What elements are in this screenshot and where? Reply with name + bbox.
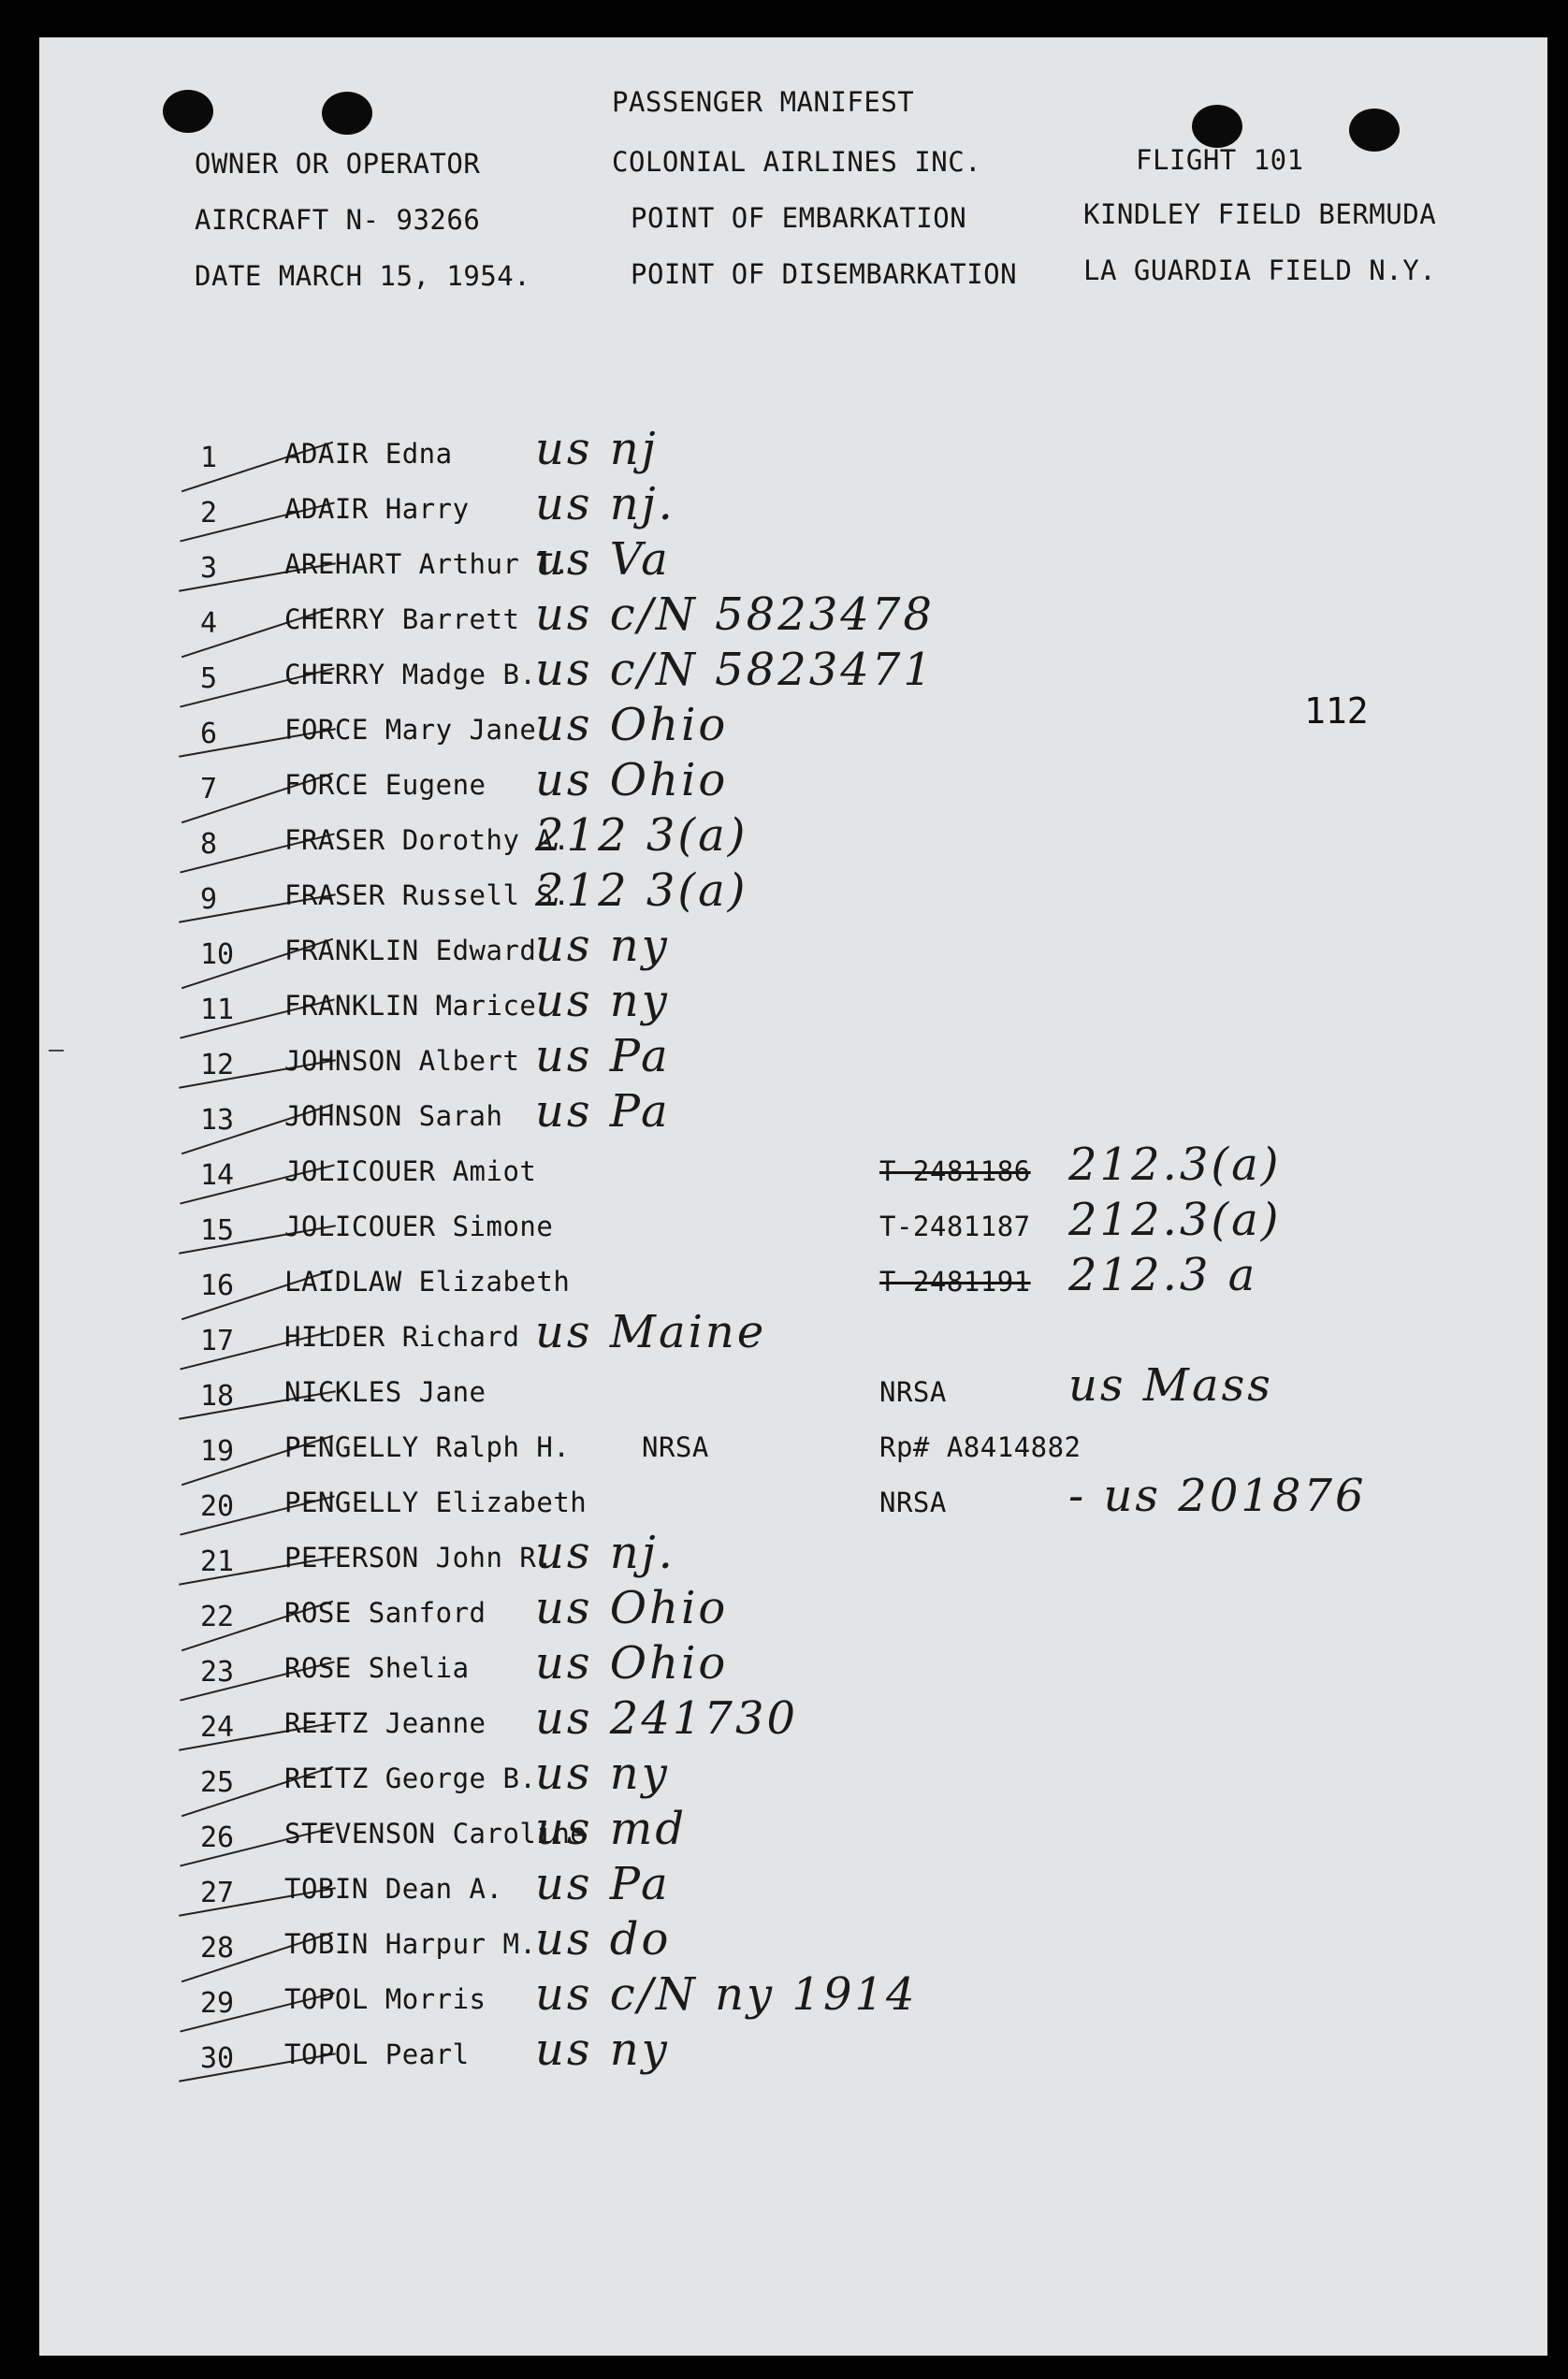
- row-number: 16: [200, 1269, 235, 1302]
- row-number: 25: [200, 1766, 235, 1799]
- passenger-name: TOBIN Harpur M.: [284, 1928, 537, 1960]
- handwritten-note: us c/N 5823471: [535, 644, 935, 696]
- passenger-name: ROSE Sanford: [284, 1597, 486, 1629]
- row-number: 10: [200, 938, 235, 971]
- handwritten-note: us c/N 5823478: [535, 588, 935, 641]
- passenger-name: REITZ Jeanne: [284, 1707, 486, 1739]
- passenger-name: PETERSON John R.: [284, 1542, 554, 1574]
- row-number: 21: [200, 1545, 235, 1578]
- handwritten-note: us Pa: [535, 1085, 671, 1138]
- passenger-name: ADAIR Edna: [284, 438, 453, 470]
- punch-hole: [322, 92, 372, 135]
- row-number: 26: [200, 1821, 235, 1854]
- handwritten-note: 212 3(a): [535, 809, 748, 862]
- passenger-name: TOPOL Morris: [284, 1983, 486, 2015]
- punch-hole: [1349, 109, 1400, 152]
- row-number: 5: [200, 662, 218, 695]
- passenger-name: JOHNSON Sarah: [284, 1100, 503, 1132]
- passenger-name: JOLICOUER Amiot: [284, 1155, 537, 1187]
- handwritten-note: 212.3(a): [1068, 1139, 1282, 1191]
- passenger-name: PENGELLY Ralph H.: [284, 1431, 571, 1463]
- handwritten-note: us nj: [535, 423, 659, 475]
- disembarkation-place: LA GUARDIA FIELD N.Y.: [1083, 254, 1437, 286]
- passenger-name: AREHART Arthur T.: [284, 548, 571, 580]
- row-number: 18: [200, 1380, 235, 1413]
- row-number: 17: [200, 1325, 235, 1357]
- passenger-name: JOLICOUER Simone: [284, 1211, 554, 1242]
- row-number: 3: [200, 552, 218, 585]
- row-number: 9: [200, 883, 218, 916]
- handwritten-note: us Ohio: [535, 1582, 729, 1634]
- row-number: 2: [200, 497, 218, 529]
- passenger-name: HILDER Richard: [284, 1321, 520, 1353]
- handwritten-note: us ny: [535, 920, 670, 972]
- operator-name: COLONIAL AIRLINES INC.: [612, 146, 982, 178]
- handwritten-note: us ny: [535, 2024, 670, 2076]
- flight-date: DATE MARCH 15, 1954.: [195, 260, 531, 292]
- passenger-name: ROSE Shelia: [284, 1652, 470, 1684]
- row-number: 8: [200, 828, 218, 861]
- punch-hole: [163, 90, 213, 133]
- document-number: T-2481191: [879, 1266, 1031, 1298]
- row-number: 29: [200, 1987, 235, 2020]
- handwritten-note: us Ohio: [535, 754, 729, 806]
- handwritten-note: us do: [535, 1913, 672, 1966]
- handwritten-note: us Maine: [535, 1306, 767, 1358]
- row-number: 11: [200, 994, 235, 1026]
- row-number: 22: [200, 1601, 235, 1633]
- handwritten-note: us md: [535, 1803, 688, 1855]
- passenger-name: ADAIR Harry: [284, 493, 470, 525]
- row-number: 13: [200, 1104, 235, 1137]
- owner-label: OWNER OR OPERATOR: [195, 148, 481, 180]
- passenger-name: FRASER Dorothy A.: [284, 824, 571, 856]
- manifest-page: [39, 37, 1547, 2356]
- passenger-name: FORCE Mary Jane: [284, 714, 537, 746]
- handwritten-note: us c/N ny 1914: [535, 1968, 918, 2021]
- passenger-name: JOHNSON Albert: [284, 1045, 520, 1077]
- handwritten-note: 212 3(a): [535, 864, 748, 917]
- row-number: 24: [200, 1711, 235, 1744]
- passenger-name: CHERRY Barrett: [284, 603, 520, 635]
- handwritten-note: 212.3(a): [1068, 1194, 1282, 1246]
- passenger-name: PENGELLY Elizabeth: [284, 1487, 588, 1518]
- handwritten-note: us Mass: [1068, 1359, 1273, 1412]
- row-number: 23: [200, 1656, 235, 1689]
- document-number: NRSA: [879, 1487, 947, 1518]
- row-number: 27: [200, 1877, 235, 1909]
- row-number: 19: [200, 1435, 235, 1468]
- handwritten-note: us nj.: [535, 1527, 675, 1579]
- handwritten-note: us Va: [535, 533, 671, 586]
- handwritten-note: us Ohio: [535, 699, 729, 751]
- row-number: 14: [200, 1159, 235, 1192]
- passenger-name: TOBIN Dean A.: [284, 1873, 503, 1905]
- handwritten-note: us Pa: [535, 1858, 671, 1910]
- row-number: 30: [200, 2042, 235, 2075]
- handwritten-note: us nj.: [535, 478, 675, 530]
- row-number: 6: [200, 718, 218, 750]
- row-number: 1: [200, 442, 218, 474]
- status-code: NRSA: [642, 1431, 709, 1463]
- aircraft-number: AIRCRAFT N- 93266: [195, 204, 481, 236]
- row-number: 7: [200, 773, 218, 805]
- document-number: T-2481186: [879, 1155, 1031, 1187]
- row-number: 28: [200, 1932, 235, 1965]
- passenger-name: LAIDLAW Elizabeth: [284, 1266, 571, 1298]
- handwritten-note: us Pa: [535, 1030, 671, 1082]
- passenger-name: NICKLES Jane: [284, 1376, 486, 1408]
- handwritten-note: - us 201876: [1068, 1470, 1367, 1522]
- document-number: Rp# A8414882: [879, 1431, 1082, 1463]
- handwritten-note: us ny: [535, 975, 670, 1027]
- disembarkation-label: POINT OF DISEMBARKATION: [631, 258, 1018, 290]
- passenger-name: FRANKLIN Marice: [284, 990, 537, 1022]
- row-number: 4: [200, 607, 218, 640]
- page-number: 112: [1304, 690, 1369, 732]
- handwritten-note: 212.3 a: [1068, 1249, 1258, 1301]
- passenger-name: CHERRY Madge B.: [284, 659, 537, 690]
- row-number: 15: [200, 1214, 235, 1247]
- handwritten-note: us ny: [535, 1748, 670, 1800]
- embarkation-label: POINT OF EMBARKATION: [631, 202, 967, 234]
- handwritten-note: us 241730: [535, 1692, 799, 1745]
- passenger-name: TOPOL Pearl: [284, 2038, 470, 2070]
- row-number: 20: [200, 1490, 235, 1523]
- passenger-name: FRANKLIN Edward: [284, 935, 537, 966]
- handwritten-note: us Ohio: [535, 1637, 729, 1690]
- edge-mark: [49, 1050, 64, 1052]
- manifest-title: PASSENGER MANIFEST: [612, 86, 915, 118]
- passenger-name: FRASER Russell S.: [284, 879, 571, 911]
- embarkation-place: KINDLEY FIELD BERMUDA: [1083, 198, 1437, 230]
- punch-hole: [1192, 105, 1242, 148]
- passenger-name: STEVENSON Caroline: [284, 1818, 588, 1850]
- document-number: T-2481187: [879, 1211, 1031, 1242]
- passenger-name: FORCE Eugene: [284, 769, 486, 801]
- flight-number: FLIGHT 101: [1136, 144, 1304, 176]
- document-number: NRSA: [879, 1376, 947, 1408]
- passenger-name: REITZ George B.: [284, 1762, 537, 1794]
- row-number: 12: [200, 1049, 235, 1081]
